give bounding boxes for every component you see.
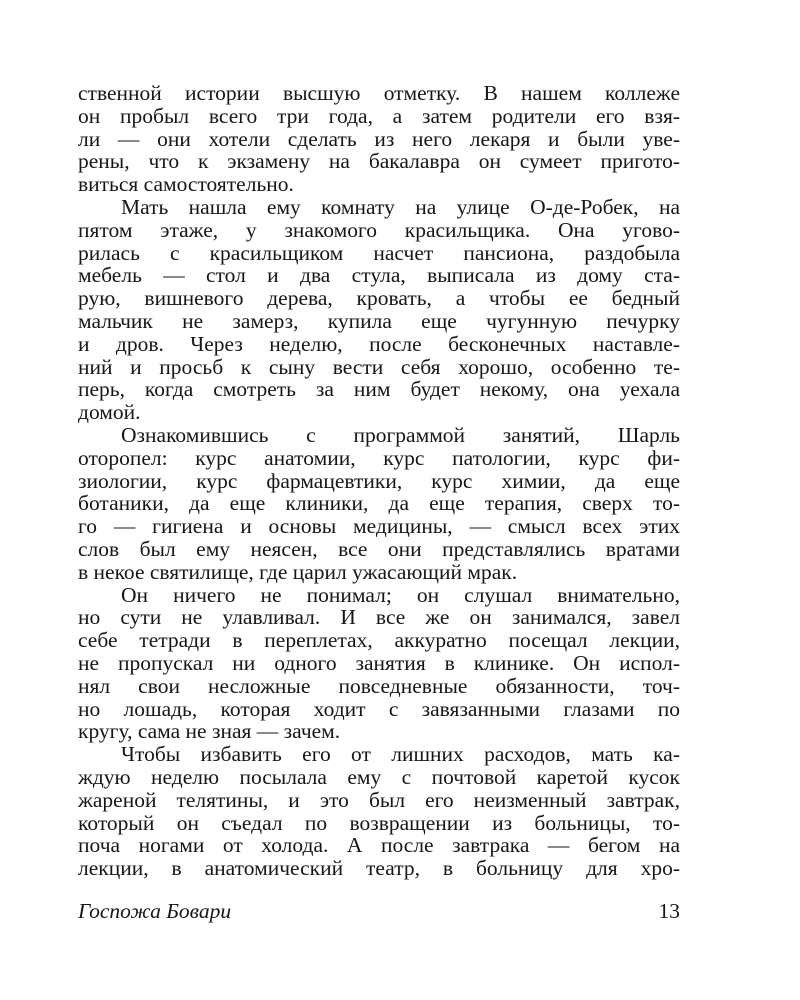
text-line: слов был ему неясен, все они представлялись вратами — [78, 536, 680, 561]
text-line: не пропускал ни одного занятия в клинике. Он испол- — [78, 650, 680, 675]
text-line: в некое святилище, где царил ужасающий мрак. — [78, 559, 518, 584]
text-line: Мать нашла ему комнату на улице О-де-Робек, на — [121, 194, 680, 219]
text-line: поча ногами от холода. А после завтрака — бегом на — [78, 833, 680, 858]
text-line: виться самостоятельно. — [78, 172, 294, 197]
text-line: себе тетради в переплетах, аккуратно посещал лекции, — [78, 628, 680, 653]
text-line: но сути не улавливал. И все же он занимался, завел — [78, 605, 680, 630]
text-line: ний и просьб к сыну вести себя хорошо, особенно те- — [78, 354, 680, 379]
text-line: который он съедал по возвращении из больницы, то- — [78, 810, 680, 835]
text-line: рилась с красильщиком насчет пансиона, раздобыла — [78, 240, 680, 265]
paragraph — [78, 743, 680, 880]
text-line: рую, вишневого дерева, кровать, а чтобы ее бедный — [78, 286, 680, 311]
book-page-body — [78, 82, 680, 880]
text-line: нял свои несложные повседневные обязанности, точ- — [78, 673, 680, 698]
text-line: мальчик не замерз, купила еще чугунную печурку — [78, 308, 680, 333]
text-line: Ознакомившись с программой занятий, Шарль — [121, 422, 680, 447]
text-line: оторопел: курс анатомии, курс патологии, курс фи- — [78, 445, 680, 470]
text-line: пятом этаже, у знакомого красильщика. Она угово- — [78, 217, 680, 242]
paragraph — [78, 424, 680, 584]
text-line: Он ничего не понимал; он слушал внимательно, — [121, 582, 680, 607]
text-line: но лошадь, которая ходит с завязанными глазами по — [78, 696, 680, 721]
page-number: 13 — [658, 899, 680, 923]
text-line: лекции, в анатомический театр, в больницу для хро- — [78, 856, 680, 881]
paragraph — [78, 196, 680, 424]
text-line: рены, что к экзамену на бакалавра он сумеет пригото- — [78, 149, 680, 174]
text-line: домой. — [78, 400, 141, 425]
running-title: Госпожа Бовари — [78, 899, 232, 923]
text-line: ли — они хотели сделать из него лекаря и были уве- — [78, 126, 680, 151]
text-line: го — гигиена и основы медицины, — смысл всех этих — [78, 514, 680, 539]
text-line: перь, когда смотреть за ним будет некому, она уехала — [78, 377, 680, 402]
text-line: ждую неделю посылала ему с почтовой каретой кусок — [78, 764, 680, 789]
text-line: и дров. Через неделю, после бесконечных наставле- — [78, 331, 680, 356]
paragraph — [78, 82, 680, 196]
text-line: ственной истории высшую отметку. В нашем коллеже — [78, 81, 680, 105]
text-line: ботаники, да еще клиники, да еще терапия, сверх то- — [78, 491, 680, 516]
text-line: жареной телятины, и это был его неизменный завтрак, — [78, 787, 680, 812]
paragraph — [78, 584, 680, 744]
text-line: кругу, сама не зная — зачем. — [78, 719, 341, 744]
text-line: Чтобы избавить его от лишних расходов, мать ка- — [121, 742, 680, 767]
text-line: мебель — стол и два стула, выписала из дому ста- — [78, 263, 680, 288]
text-line: он пробыл всего три года, а затем родители его взя- — [78, 103, 680, 128]
text-line: зиологии, курс фармацевтики, курс химии, да еще — [78, 468, 680, 493]
